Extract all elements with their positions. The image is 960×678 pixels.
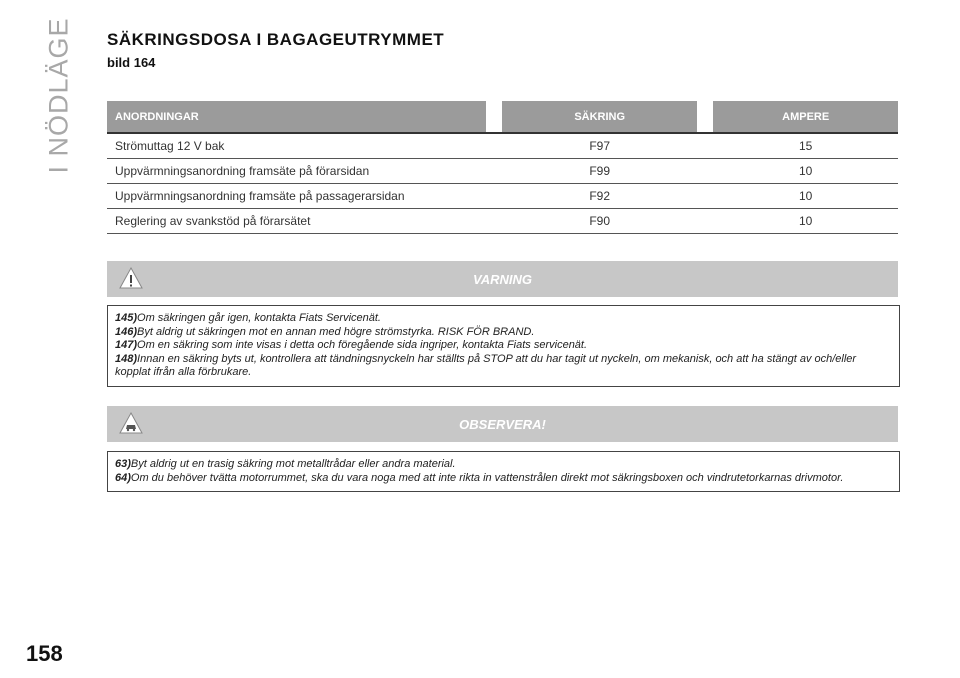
device-cell: Reglering av svankstöd på förarsätet: [107, 209, 486, 234]
fuse-cell: F90: [502, 209, 697, 234]
column-header-ampere: AMPERE: [713, 101, 898, 133]
notice-item: 63)Byt aldrig ut en trasig säkring mot metalltrådar eller andra material.: [115, 458, 456, 470]
header-gap: [486, 101, 502, 133]
notice-title: OBSERVERA!: [459, 417, 546, 432]
fuse-table: [107, 101, 898, 234]
warning-title: VARNING: [473, 272, 532, 287]
fuse-cell: F97: [502, 133, 697, 159]
warning-item: 145)Om säkringen går igen, kontakta Fiats Servicenät.: [115, 312, 381, 324]
device-cell: Strömuttag 12 V bak: [107, 133, 486, 159]
fuse-cell: F99: [502, 159, 697, 184]
ampere-cell: 10: [713, 159, 898, 184]
spacer-cell: [486, 159, 502, 184]
column-header-fuse: SÄKRING: [502, 101, 697, 133]
device-cell: Uppvärmningsanordning framsäte på passagerarsidan: [107, 184, 486, 209]
section-side-title: [38, 16, 80, 174]
spacer-cell: [697, 209, 713, 234]
column-header-devices: ANORDNINGAR: [107, 101, 486, 133]
warning-body: [107, 305, 900, 387]
ampere-cell: 10: [713, 184, 898, 209]
spacer-cell: [486, 209, 502, 234]
warning-item: 147)Om en säkring som inte visas i detta och föregående sida ingriper, kontakta Fiats servicenät.: [115, 339, 588, 351]
table-row: [107, 209, 898, 234]
table-row: [107, 159, 898, 184]
warning-header: [107, 261, 898, 297]
spacer-cell: [697, 184, 713, 209]
header-gap: [697, 101, 713, 133]
figure-reference: bild 164: [107, 55, 156, 70]
fuse-table-header: [107, 101, 898, 133]
warning-item: 148)Innan en säkring byts ut, kontrollera att tändningsnyckeln har ställts på STOP att du har tagit ut nyckeln, om mekanisk, och att ha stängt av och/eller kopplat ifrån alla förbrukare.: [115, 352, 857, 378]
fuse-cell: F92: [502, 184, 697, 209]
warning-item: 146)Byt aldrig ut säkringen mot en annan med högre strömstyrka. RISK FÖR BRAND.: [115, 325, 535, 338]
page-number: 158: [26, 641, 63, 666]
table-row: [107, 133, 898, 159]
spacer-cell: [486, 133, 502, 159]
notice-header: [107, 406, 898, 442]
ampere-cell: 10: [713, 209, 898, 234]
page-title: SÄKRINGSDOSA I BAGAGEUTRYMMET: [107, 30, 445, 49]
device-cell: Uppvärmningsanordning framsäte på förarsidan: [107, 159, 486, 184]
notice-item: 64)Om du behöver tvätta motorrummet, ska du vara noga med att inte rikta in vattenstrålen direkt mot säkringsboxen och vindrutetorkarnas drivmotor.: [115, 471, 844, 484]
spacer-cell: [697, 133, 713, 159]
ampere-cell: 15: [713, 133, 898, 159]
spacer-cell: [486, 184, 502, 209]
notice-body: [107, 451, 900, 492]
table-row: [107, 184, 898, 209]
spacer-cell: [697, 159, 713, 184]
section-side-title-text: I NÖDLÄGE: [43, 16, 74, 174]
